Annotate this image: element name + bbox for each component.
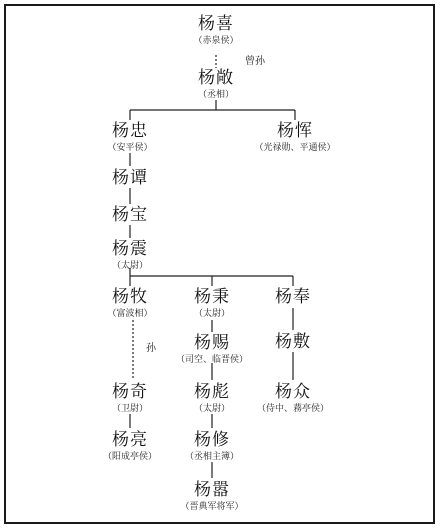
node-title: （光禄勋、平通侯）: [254, 143, 336, 153]
node-name: 杨修: [194, 430, 230, 450]
node-yang-xiao: [152, 480, 272, 513]
node-yang-bao: [70, 205, 190, 225]
node-yang-zhong: [70, 121, 190, 154]
node-name: 杨敷: [275, 332, 311, 352]
node-name: 杨喜: [198, 14, 234, 34]
node-title: （阳成亭侯）: [102, 452, 157, 462]
node-yang-zhen: [70, 239, 190, 272]
node-yang-tan: [70, 168, 190, 188]
node-title: （司空、临晋侯）: [175, 355, 248, 365]
node-yang-xiu: [152, 430, 272, 463]
node-name: 杨奉: [275, 287, 311, 307]
node-title: （丞相）: [197, 90, 234, 100]
node-name: 杨众: [275, 382, 311, 402]
node-name: 杨彪: [194, 382, 230, 402]
node-yang-xi: [156, 14, 276, 47]
node-title: （富波相）: [107, 309, 153, 319]
node-title: （太尉）: [111, 261, 148, 271]
node-name: 杨亮: [112, 430, 148, 450]
node-name: 杨敞: [198, 68, 234, 88]
node-title: （安平侯）: [107, 143, 153, 153]
node-name: 杨谭: [112, 168, 148, 188]
node-name: 杨震: [112, 239, 148, 259]
node-yang-zhong2: [233, 382, 353, 415]
relation-label-great-grandson: 曾孙: [245, 56, 265, 67]
node-name: 杨恽: [277, 121, 313, 141]
node-name: 杨秉: [194, 287, 230, 307]
node-name: 杨赐: [194, 333, 230, 353]
node-yang-chang: [156, 68, 276, 101]
node-yang-fu: [233, 332, 353, 352]
node-title: （太尉）: [193, 404, 230, 414]
node-name: 杨嚣: [194, 480, 230, 500]
relation-label-grandson: 孙: [146, 343, 156, 354]
node-title: （太尉）: [193, 309, 230, 319]
node-name: 杨奇: [112, 382, 148, 402]
node-name: 杨宝: [112, 205, 148, 225]
node-yang-feng: [233, 287, 353, 307]
node-name: 杨牧: [112, 287, 148, 307]
node-title: （晋典军将军）: [180, 502, 244, 512]
node-title: （侍中、蓩亭侯）: [256, 404, 329, 414]
node-name: 杨忠: [112, 121, 148, 141]
node-title: （卫尉）: [111, 404, 148, 414]
node-title: （赤泉侯）: [193, 36, 239, 46]
node-yang-yun: [235, 121, 355, 154]
node-title: （丞相主簿）: [184, 452, 239, 462]
